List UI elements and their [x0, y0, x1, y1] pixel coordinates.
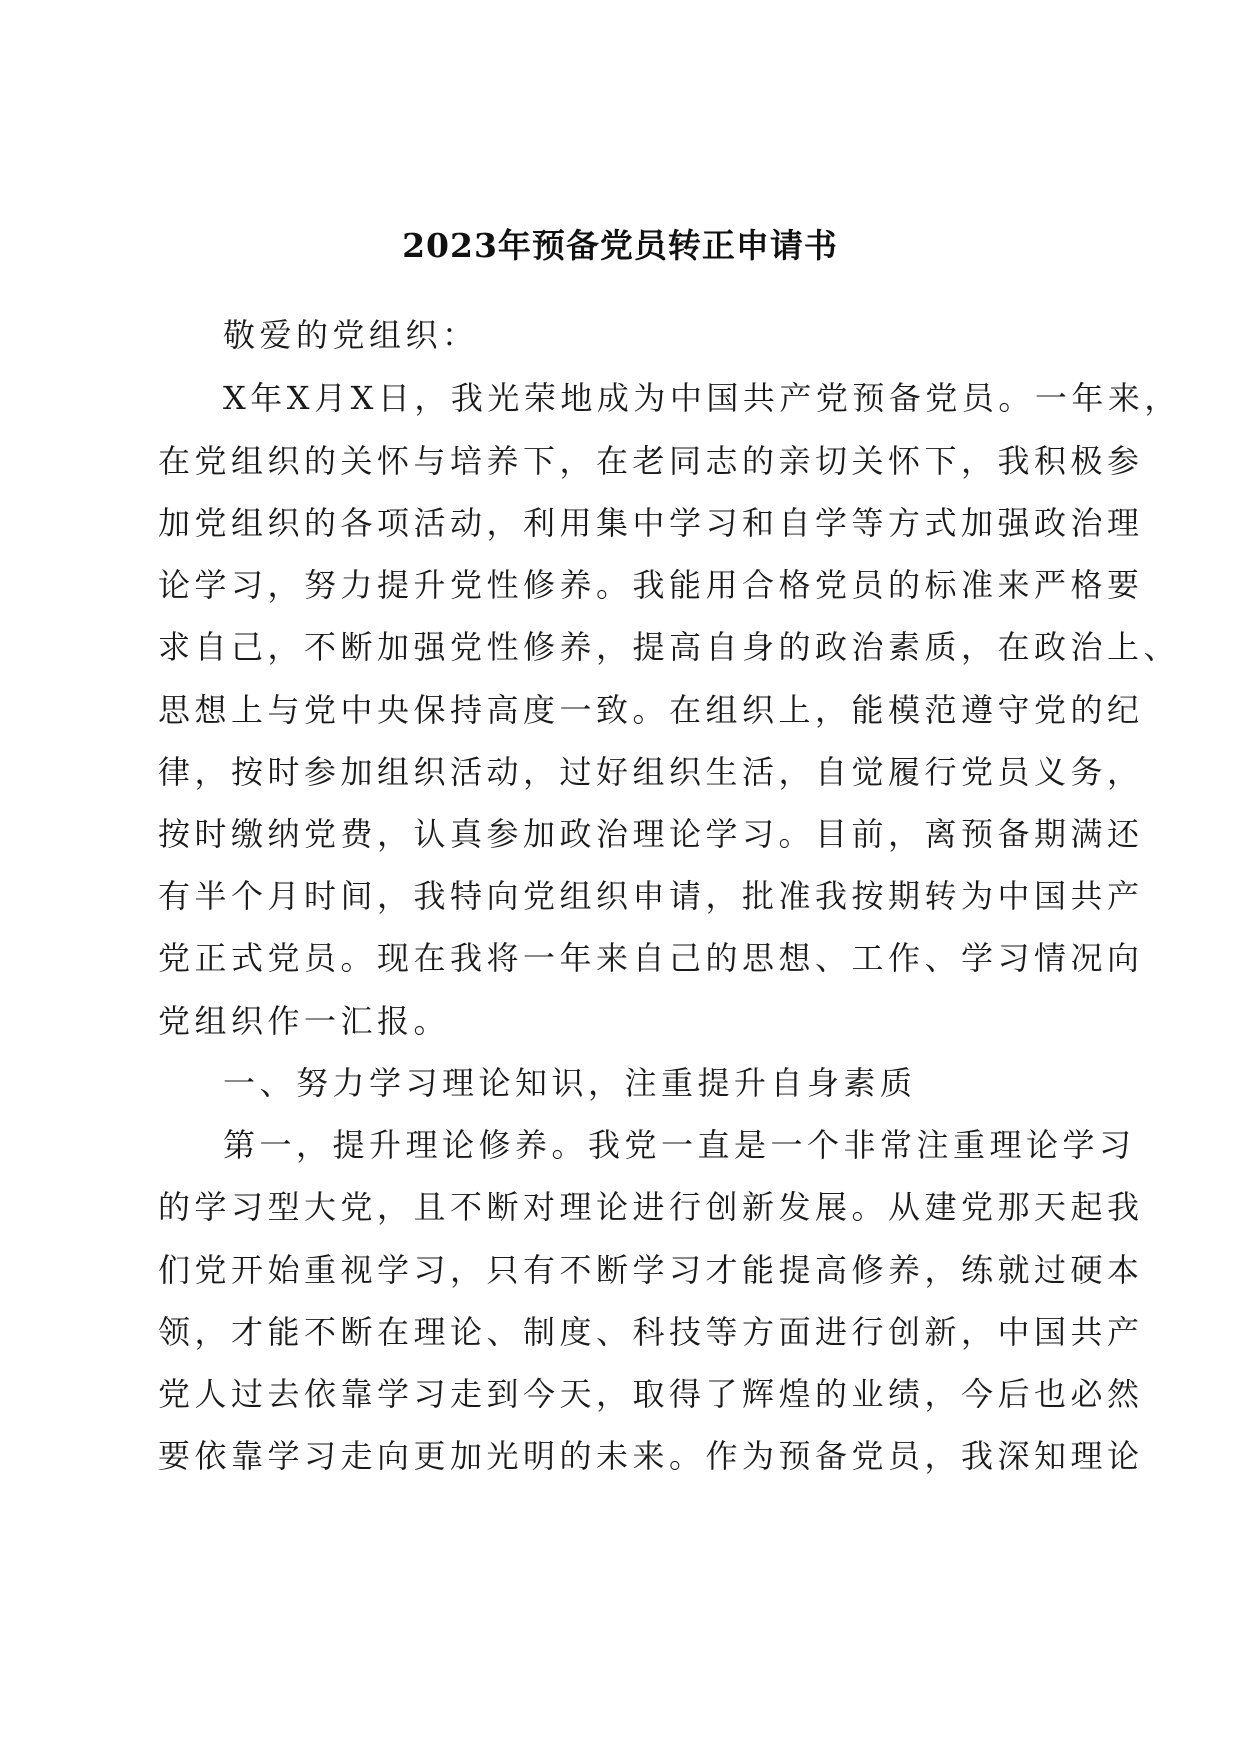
paragraph-line: 们党开始重视学习，只有不断学习才能提高修养，练就过硬本 — [158, 1251, 1144, 1289]
document-title: 2023年预备党员转正申请书 — [402, 226, 838, 265]
paragraph-line: 要依靠学习走向更加光明的未来。作为预备党员，我深知理论 — [158, 1437, 1144, 1475]
paragraph-line: 加党组织的各项活动，利用集中学习和自学等方式加强政治理 — [158, 504, 1144, 542]
paragraph-line: 在党组织的关怀与培养下，在老同志的亲切关怀下，我积极参 — [158, 442, 1144, 480]
paragraph-line: 思想上与党中央保持高度一致。在组织上，能模范遵守党的纪 — [158, 691, 1144, 729]
paragraph-line: 的学习型大党，且不断对理论进行创新发展。从建党那天起我 — [158, 1188, 1144, 1226]
paragraph-line: 第一，提升理论修养。我党一直是一个非常注重理论学习 — [223, 1126, 1136, 1164]
paragraph-line: 领，才能不断在理论、制度、科技等方面进行创新，中国共产 — [158, 1313, 1144, 1351]
paragraph-line: 党人过去依靠学习走到今天，取得了辉煌的业绩，今后也必然 — [158, 1375, 1144, 1413]
section-heading: 一、努力学习理论知识，注重提升自身素质 — [223, 1064, 917, 1102]
paragraph-line: 律，按时参加组织活动，过好组织生活，自觉履行党员义务， — [158, 753, 1144, 791]
paragraph-line: 党组织作一汇报。 — [158, 1002, 451, 1040]
paragraph-line: 党正式党员。现在我将一年来自己的思想、工作、学习情况向 — [158, 939, 1144, 977]
paragraph-line: 求自己，不断加强党性修养，提高自身的政治素质，在政治上、 — [158, 628, 1181, 666]
salutation: 敬爱的党组织： — [223, 316, 479, 354]
paragraph-line: 有半个月时间，我特向党组织申请，批准我按期转为中国共产 — [158, 877, 1144, 915]
paragraph-line: 论学习，努力提升党性修养。我能用合格党员的标准来严格要 — [158, 566, 1144, 604]
paragraph-line: X年X月X日，我光荣地成为中国共产党预备党员。一年来， — [223, 379, 1181, 417]
paragraph-line: 按时缴纳党费，认真参加政治理论学习。目前，离预备期满还 — [158, 815, 1144, 853]
